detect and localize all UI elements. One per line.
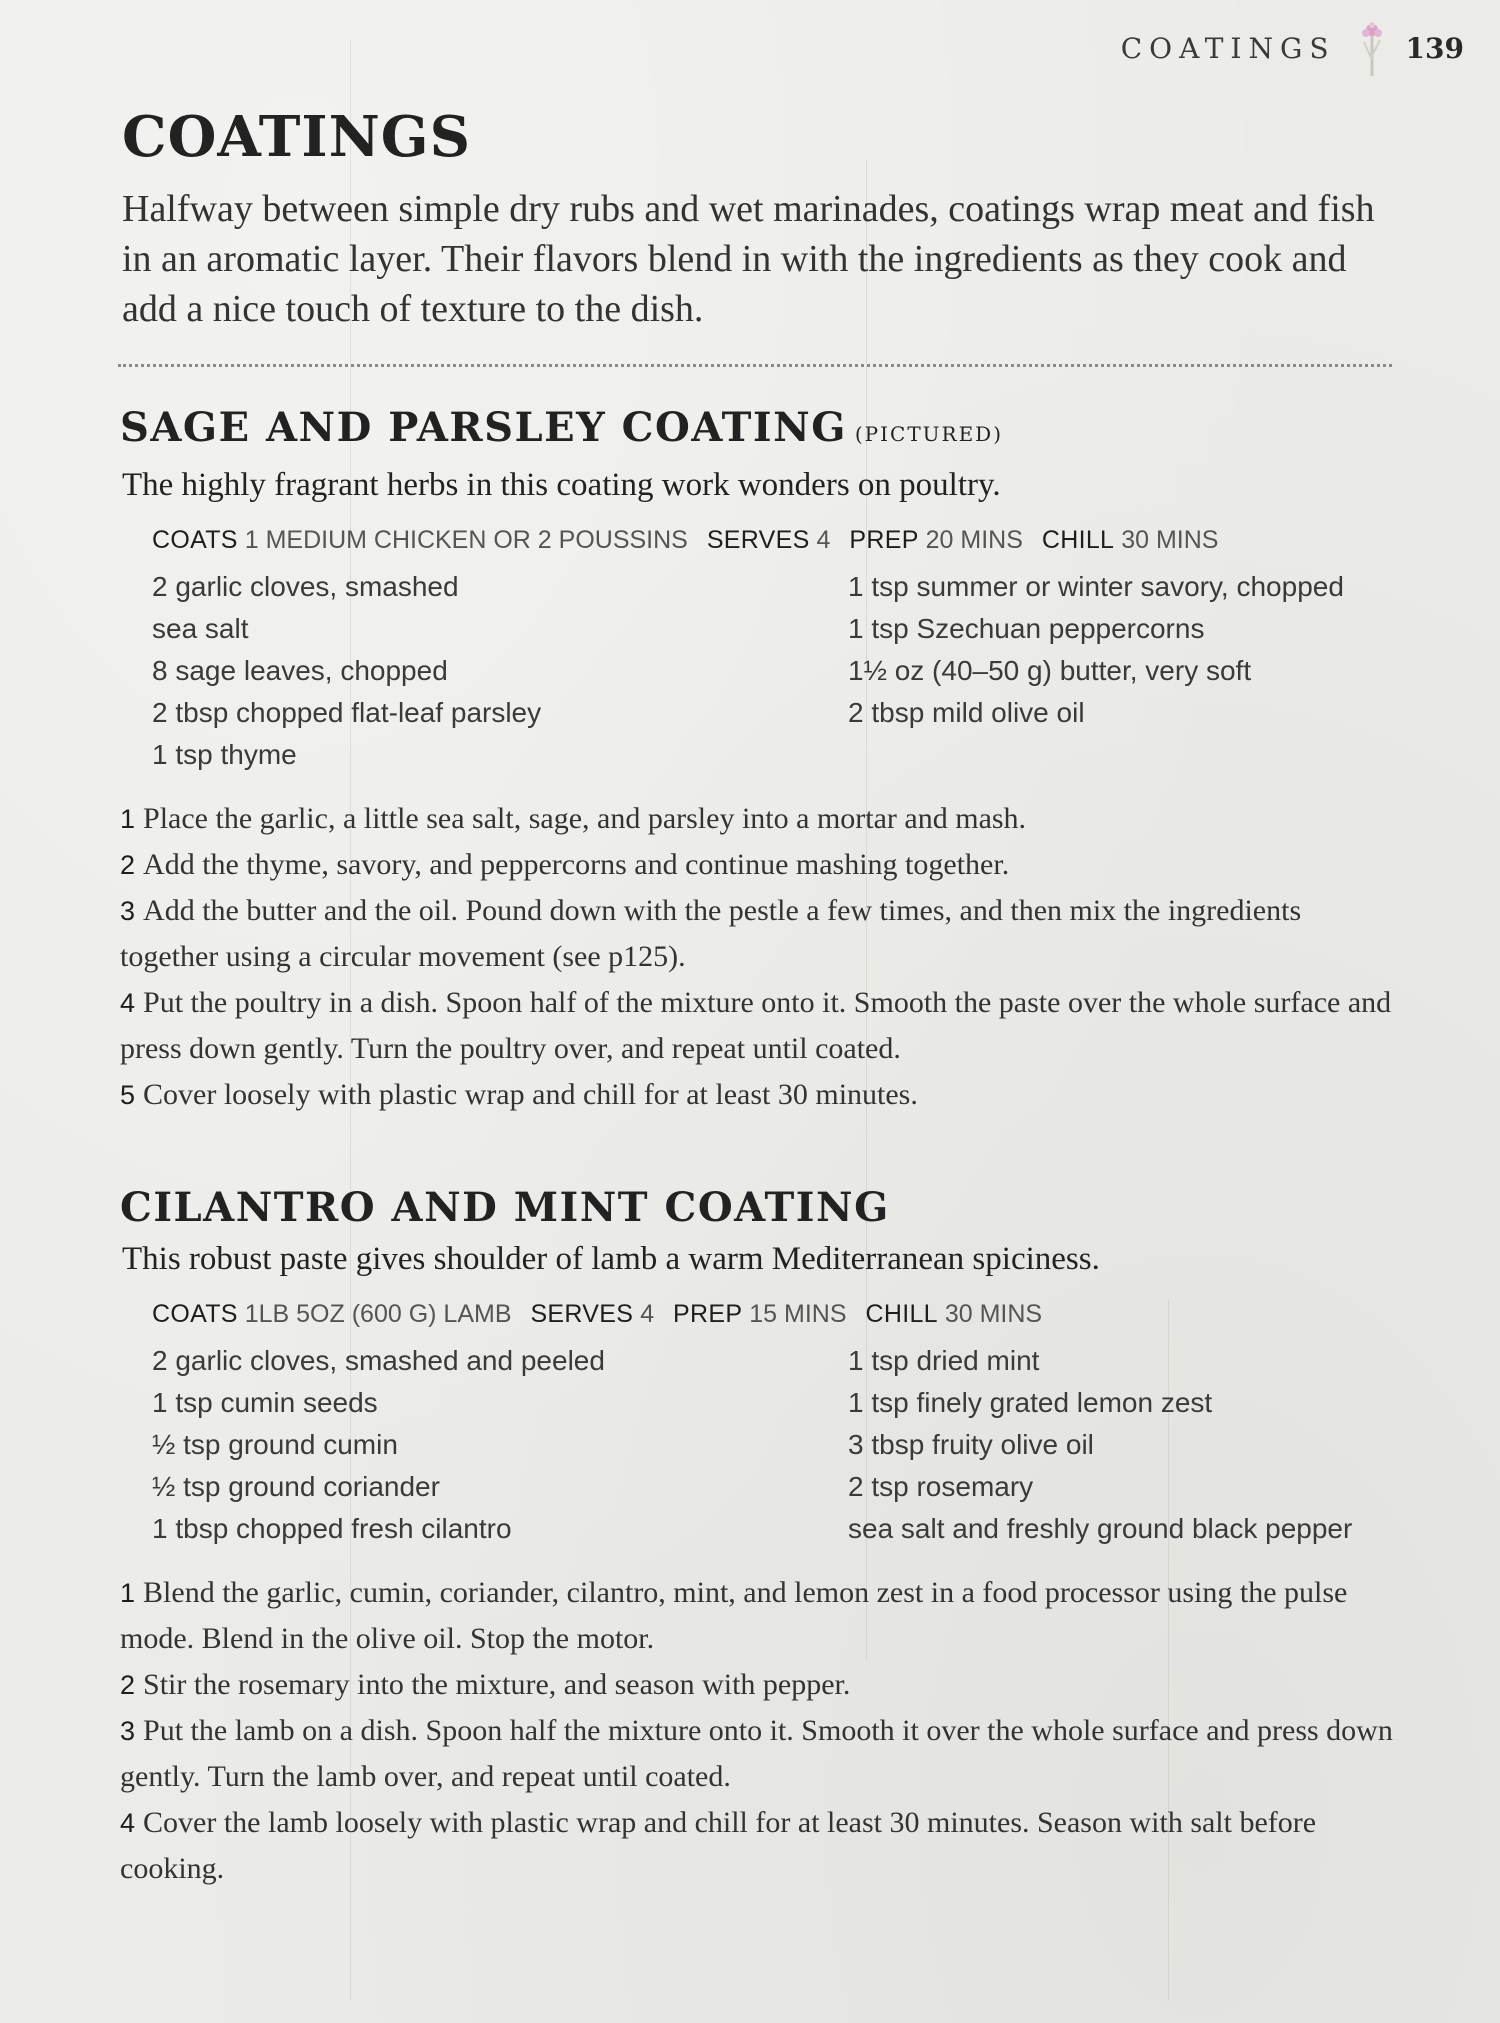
- ingredient-item: 2 tbsp mild olive oil: [848, 697, 1085, 728]
- step-text: Add the thyme, savory, and peppercorns and continue mashing together.: [143, 848, 1010, 881]
- chill-label: CHILL: [865, 1300, 938, 1328]
- pictured-tag: (PICTURED): [854, 422, 1004, 446]
- step-text: Put the poultry in a dish. Spoon half of the mixture onto it. Smooth the paste over the whole surface and press down gently. Turn the poultry over, and repeat until coated.: [120, 986, 1392, 1065]
- method-step: [120, 1570, 1400, 1662]
- section-intro: Halfway between simple dry rubs and wet marinades, coatings wrap meat and fish in an aromatic layer. Their flavors blend in with the ingredients as they cook and add a nice touch of texture to the dish.: [122, 188, 1375, 330]
- ingredient-item: 1½ oz (40–50 g) butter, very soft: [848, 655, 1252, 686]
- ingredient-item: 2 tbsp chopped flat-leaf parsley: [152, 697, 542, 728]
- coats-value: 1LB 5OZ (600 G) LAMB: [244, 1300, 512, 1328]
- recipe-title: CILANTRO AND MINT COATING: [120, 1184, 890, 1231]
- step-text: Add the butter and the oil. Pound down with the pestle a few times, and then mix the ingredients together using a circular movement (see p125).: [120, 894, 1302, 973]
- serves-label: SERVES: [530, 1300, 634, 1328]
- method-step: [120, 980, 1400, 1072]
- coats-label: COATS: [152, 526, 238, 554]
- method-step: [120, 1662, 1400, 1708]
- ingredient-item: 1 tsp thyme: [152, 739, 297, 770]
- recipe-subtitle: The highly fragrant herbs in this coating work wonders on poultry.: [122, 467, 1001, 503]
- step-text: Cover the lamb loosely with plastic wrap and chill for at least 30 minutes. Season with salt before cooking.: [120, 1806, 1317, 1885]
- method-step: [120, 1800, 1400, 1892]
- step-text: Put the lamb on a dish. Spoon half the mixture onto it. Smooth it over the whole surface and press down gently. Turn the lamb over, and repeat until coated.: [120, 1714, 1393, 1793]
- ingredient-item: 3 tbsp fruity olive oil: [848, 1429, 1094, 1460]
- ingredient-item: 1 tsp dried mint: [848, 1345, 1040, 1376]
- step-number: 4: [120, 988, 136, 1018]
- ingredients: [152, 566, 1410, 776]
- ingredient-item: sea salt: [152, 613, 249, 644]
- step-text: Blend the garlic, cumin, coriander, cilantro, mint, and lemon zest in a food processor using the pulse mode. Blend in the olive oil. Stop the motor.: [120, 1576, 1348, 1655]
- step-number: 3: [120, 1716, 136, 1746]
- ingredient-item: 2 garlic cloves, smashed: [152, 571, 459, 602]
- recipe-meta: [152, 1294, 1410, 1334]
- chill-label: CHILL: [1041, 526, 1115, 554]
- ingredient-item: 8 sage leaves, chopped: [152, 655, 448, 686]
- running-header: [1121, 26, 1464, 70]
- serves-label: SERVES: [706, 526, 810, 554]
- step-number: 1: [120, 804, 136, 834]
- serves-value: 4: [816, 526, 831, 554]
- step-number: 1: [120, 1578, 136, 1608]
- dotted-divider: [118, 364, 1392, 367]
- ingredients-right-column: [848, 566, 1344, 734]
- coats-label: COATS: [152, 1300, 238, 1328]
- chill-value: 30 MINS: [1121, 526, 1219, 554]
- prep-value: 20 MINS: [925, 526, 1023, 554]
- recipe-title: [120, 402, 1410, 460]
- ingredient-item: 2 garlic cloves, smashed and peeled: [152, 1345, 605, 1376]
- ingredients-left-column: [152, 566, 541, 776]
- recipe-title-text: SAGE AND PARSLEY COATING: [120, 404, 847, 451]
- ingredients-left-column: [152, 1340, 605, 1550]
- step-number: 4: [120, 1808, 136, 1838]
- step-number: 3: [120, 896, 136, 926]
- ingredient-item: 1 tsp summer or winter savory, chopped: [848, 571, 1344, 602]
- prep-label: PREP: [849, 526, 919, 554]
- serves-value: 4: [640, 1300, 655, 1328]
- ingredient-item: 1 tsp finely grated lemon zest: [848, 1387, 1213, 1418]
- ingredient-item: 1 tsp cumin seeds: [152, 1387, 378, 1418]
- method-step: [120, 1708, 1400, 1800]
- ingredient-item: ½ tsp ground cumin: [152, 1429, 398, 1460]
- ingredients-right-column: [848, 1340, 1352, 1550]
- recipe-meta: [152, 520, 1410, 560]
- step-number: 5: [120, 1080, 136, 1110]
- ingredient-item: 2 tsp rosemary: [848, 1471, 1034, 1502]
- step-number: 2: [120, 1670, 136, 1700]
- running-title: COATINGS: [1120, 31, 1336, 65]
- step-text: Cover loosely with plastic wrap and chill for at least 30 minutes.: [143, 1078, 918, 1111]
- recipe-cilantro-mint: [120, 1182, 1410, 1892]
- step-number: 2: [120, 850, 136, 880]
- method-step: [120, 888, 1400, 980]
- prep-value: 15 MINS: [749, 1300, 847, 1328]
- section-title: COATINGS: [122, 104, 472, 170]
- coats-value: 1 MEDIUM CHICKEN OR 2 POUSSINS: [244, 526, 688, 554]
- ingredient-item: ½ tsp ground coriander: [152, 1471, 440, 1502]
- ingredients: [152, 1340, 1410, 1550]
- method-step: [120, 1072, 1400, 1118]
- ingredient-item: 1 tsp Szechuan peppercorns: [848, 613, 1205, 644]
- method-step: [120, 796, 1400, 842]
- method-step: [120, 842, 1400, 888]
- step-text: Place the garlic, a little sea salt, sage, and parsley into a mortar and mash.: [143, 802, 1027, 835]
- ingredient-item: sea salt and freshly ground black pepper: [848, 1513, 1353, 1544]
- recipe-sage-parsley: [120, 402, 1410, 1118]
- page-number: 139: [1405, 31, 1464, 65]
- recipe-subtitle: This robust paste gives shoulder of lamb a warm Mediterranean spiciness.: [122, 1241, 1100, 1277]
- method-steps: [120, 796, 1400, 1118]
- herb-sprig-icon: [1352, 20, 1392, 76]
- step-text: Stir the rosemary into the mixture, and season with pepper.: [143, 1668, 851, 1701]
- prep-label: PREP: [673, 1300, 743, 1328]
- chill-value: 30 MINS: [944, 1300, 1043, 1328]
- ingredient-item: 1 tbsp chopped fresh cilantro: [152, 1513, 512, 1544]
- method-steps: [120, 1570, 1400, 1892]
